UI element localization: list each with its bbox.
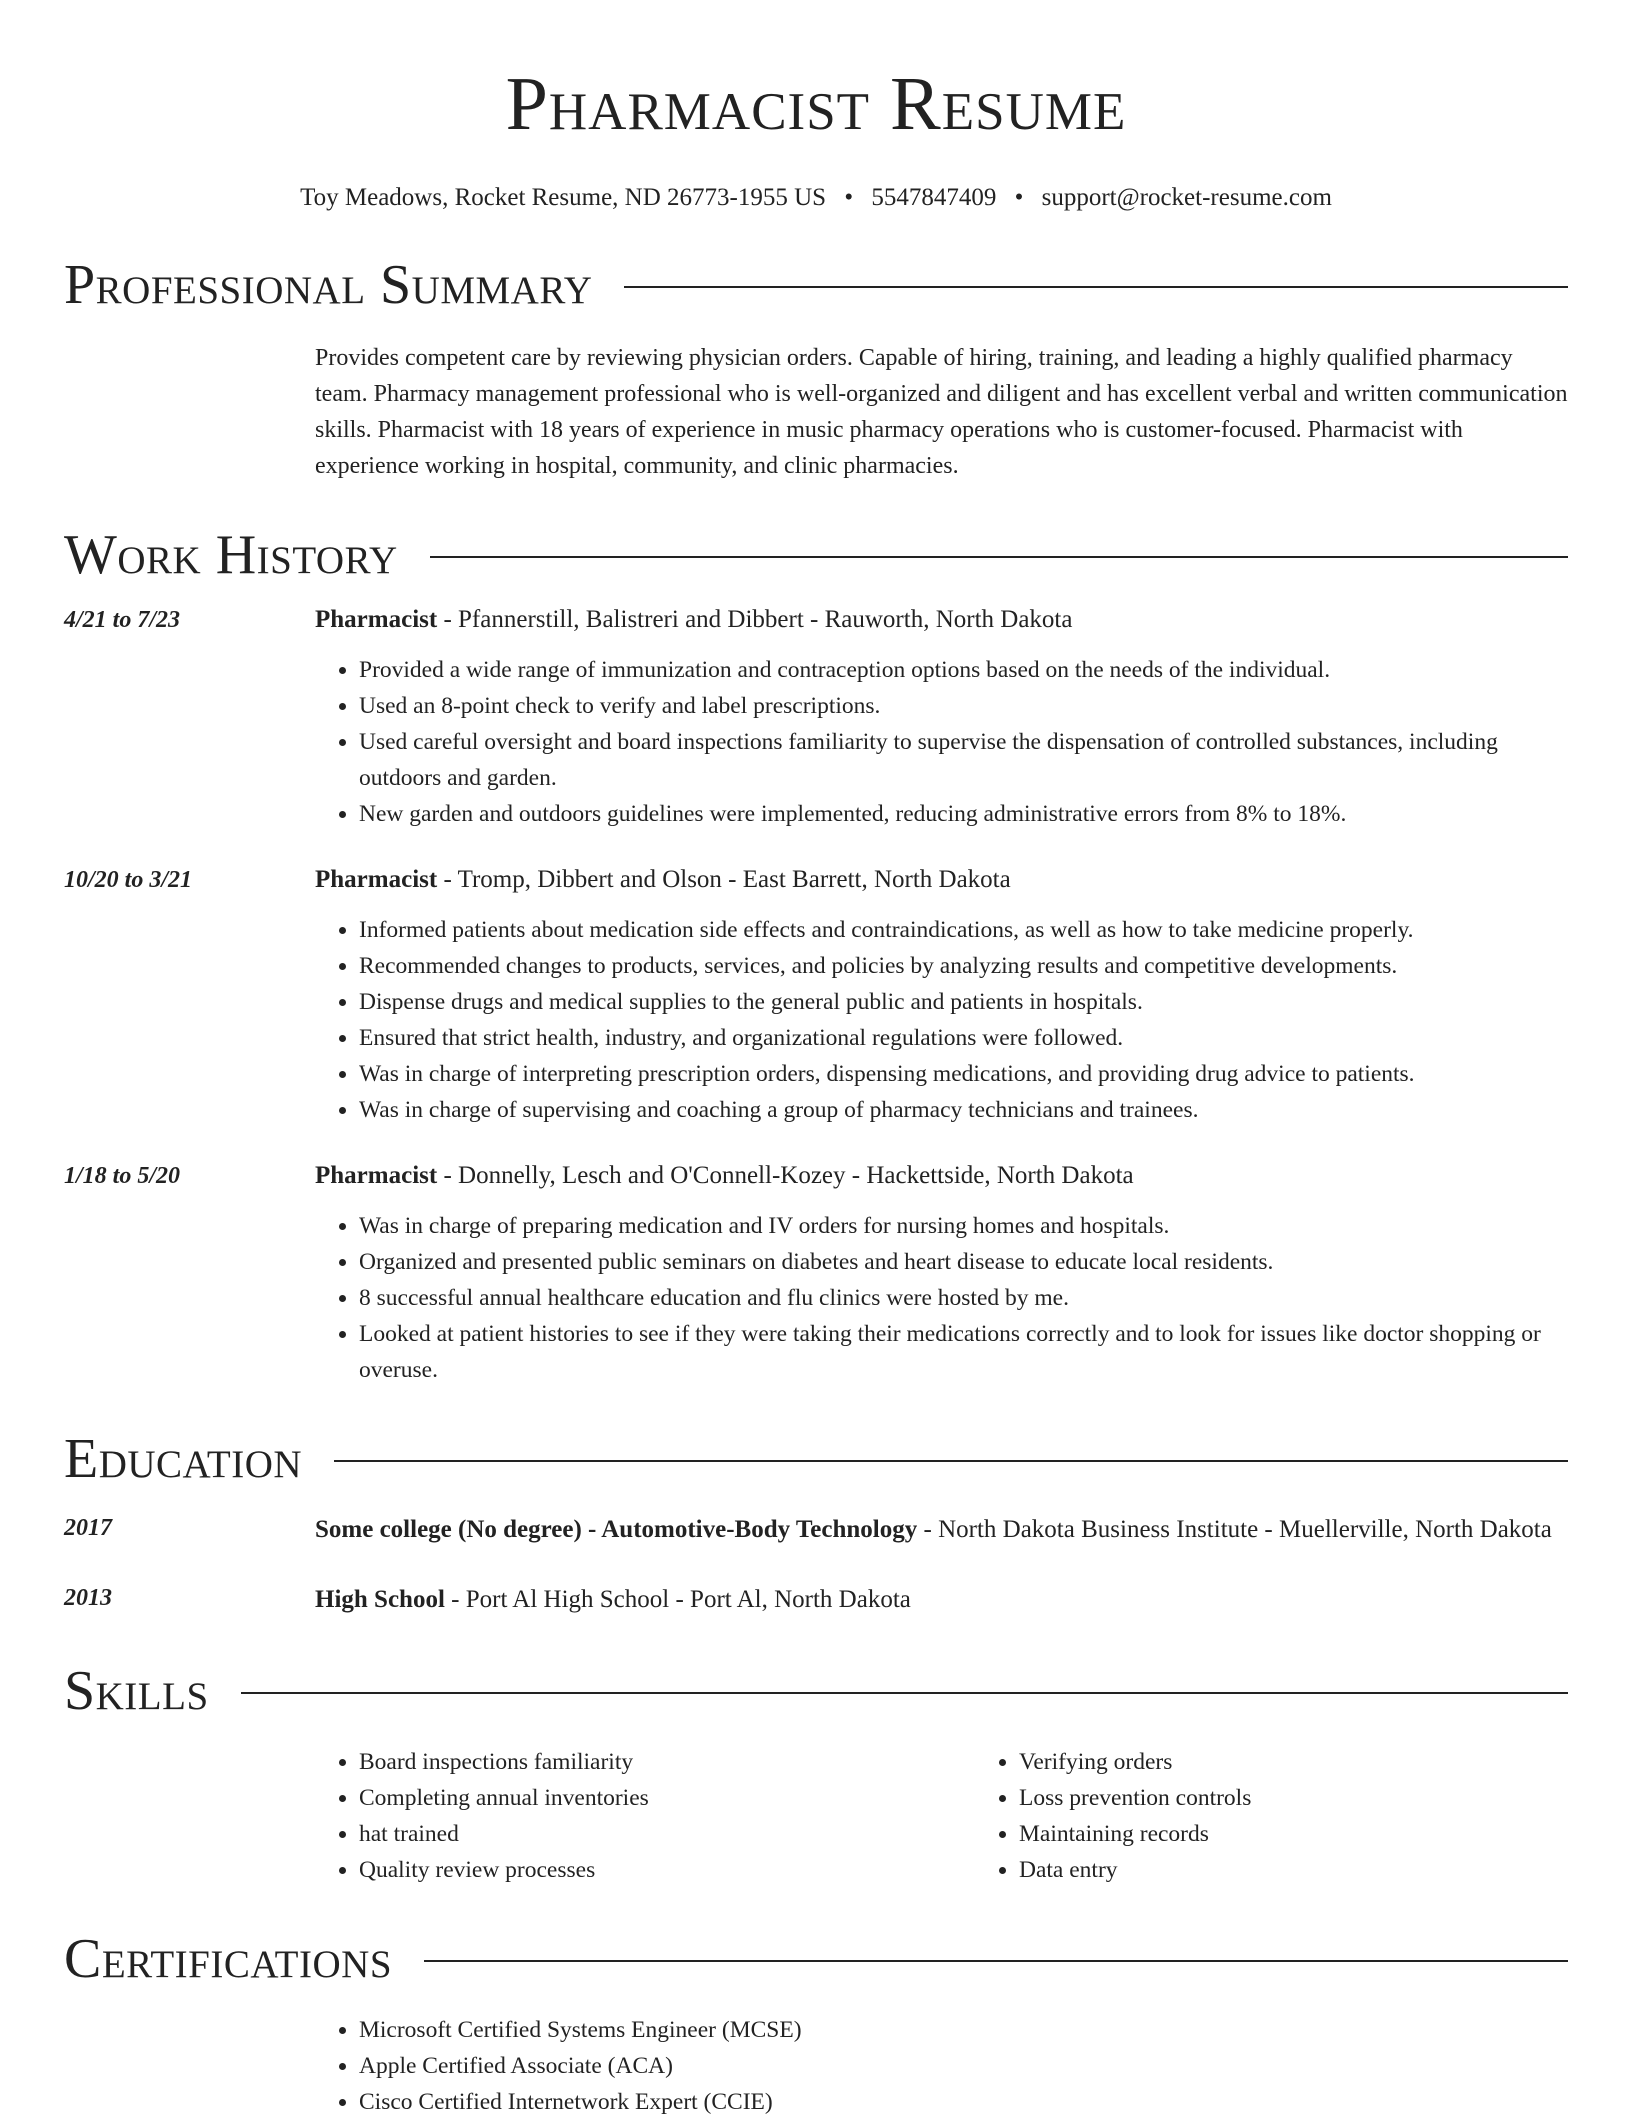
education-year: 2013 xyxy=(64,1585,112,1611)
job-dates: 1/18 to 5/20 xyxy=(64,1163,181,1189)
education-details: - North Dakota Business Institute - Muellerville, North Dakota xyxy=(917,1516,1552,1543)
section-divider xyxy=(241,1692,1568,1694)
section-divider xyxy=(624,286,1568,288)
summary-text: Provides competent care by reviewing physician orders. Capable of hiring, training, and leading a highly qualified pharmacy team. Pharmacy management professional who is well-organized and diligent and has excellent verbal and written communication skills. Pharmacist with 18 years of experience in music pharmacy operations who is customer-focused. Pharmacist with experience working in hospital, community, and clinic pharmacies. xyxy=(315,345,1568,479)
education-degree: Some college (No degree) - Automotive-Body Technology xyxy=(315,1516,918,1543)
list-item: • Microsoft Certified Systems Engineer (MCSE) xyxy=(359,2012,1568,2048)
list-item: • Was in charge of interpreting prescription orders, dispensing medications, and providing drug advice to patients. xyxy=(359,1056,1568,1092)
skills-list xyxy=(315,1744,1632,1888)
list-item: • Informed patients about medication side effects and contraindications, as well as how to take medicine properly. xyxy=(359,912,1568,948)
list-item: • Looked at patient histories to see if they were taking their medications correctly and to look for issues like doctor shopping or overuse. xyxy=(359,1316,1568,1388)
contact-phone: 5547847409 xyxy=(871,184,997,211)
section-certifications-header xyxy=(64,1928,1568,1990)
job-details: - Pfannerstill, Balistreri and Dibbert - Rauworth, North Dakota xyxy=(437,606,1073,633)
list-item: • 8 successful annual healthcare education and flu clinics were hosted by me. xyxy=(359,1280,1568,1316)
job-dates: 10/20 to 3/21 xyxy=(64,867,193,893)
list-item: • Was in charge of supervising and coaching a group of pharmacy technicians and trainees. xyxy=(359,1092,1568,1128)
list-item: • Was in charge of preparing medication and IV orders for nursing homes and hospitals. xyxy=(359,1208,1568,1244)
job-title: Pharmacist xyxy=(315,1162,438,1189)
job-entry xyxy=(64,862,1568,1128)
contact-address: Toy Meadows, Rocket Resume, ND 26773-1955 US xyxy=(300,184,827,211)
list-item: • Cisco Certified Internetwork Expert (CCIE) xyxy=(359,2084,1568,2120)
section-divider xyxy=(430,556,1568,558)
job-entry xyxy=(64,602,1568,832)
job-details: - Donnelly, Lesch and O'Connell-Kozey - Hackettside, North Dakota xyxy=(437,1162,1134,1189)
list-item: • Recommended changes to products, services, and policies by analyzing results and competitive developments. xyxy=(359,948,1568,984)
section-heading: Professional Summary xyxy=(64,254,593,316)
section-summary-header xyxy=(64,254,1568,316)
separator: • xyxy=(1014,184,1024,211)
certifications-list xyxy=(315,2012,1568,2120)
list-item: • Dispense drugs and medical supplies to the general public and patients in hospitals. xyxy=(359,984,1568,1020)
list-item: • Apple Certified Associate (ACA) xyxy=(359,2048,1568,2084)
list-item: • Maintaining records xyxy=(1019,1816,1632,1852)
section-work-header xyxy=(64,524,1568,586)
list-item: • Organized and presented public seminars on diabetes and heart disease to educate local residents. xyxy=(359,1244,1568,1280)
skills-column-left xyxy=(315,1744,975,1888)
skills-row xyxy=(64,1722,1568,1888)
section-education-header xyxy=(64,1428,1568,1490)
education-degree: High School xyxy=(315,1586,445,1613)
job-dates: 4/21 to 7/23 xyxy=(64,607,181,633)
skills-column-right xyxy=(975,1744,1632,1888)
list-item: • New garden and outdoors guidelines were implemented, reducing administrative errors from 8% to 18%. xyxy=(359,796,1568,832)
section-divider xyxy=(334,1460,1568,1462)
list-item: • Data entry xyxy=(1019,1852,1632,1888)
job-title-line xyxy=(315,602,1568,638)
list-item: • Quality review processes xyxy=(359,1852,975,1888)
section-heading: Skills xyxy=(64,1660,209,1722)
summary-row xyxy=(64,340,1568,484)
job-title-line xyxy=(315,862,1568,898)
education-year: 2017 xyxy=(64,1515,112,1541)
job-entry xyxy=(64,1158,1568,1388)
job-bullets xyxy=(315,912,1568,1128)
job-details: - Tromp, Dibbert and Olson - East Barrett, North Dakota xyxy=(437,866,1011,893)
list-item: • Loss prevention controls xyxy=(1019,1780,1632,1816)
job-title: Pharmacist xyxy=(315,866,438,893)
section-heading: Work History xyxy=(64,524,398,586)
list-item: • Provided a wide range of immunization and contraception options based on the needs of the individual. xyxy=(359,652,1568,688)
job-title-line xyxy=(315,1158,1568,1194)
education-details: - Port Al High School - Port Al, North Dakota xyxy=(444,1586,911,1613)
contact-email[interactable]: support@rocket-resume.com xyxy=(1041,184,1332,211)
list-item: • Board inspections familiarity xyxy=(359,1744,975,1780)
job-bullets xyxy=(315,1208,1568,1388)
certifications-row xyxy=(64,1990,1568,2120)
contact-line xyxy=(64,182,1568,214)
list-item: • Completing annual inventories xyxy=(359,1780,975,1816)
education-entry xyxy=(64,1580,1568,1620)
list-item: • hat trained xyxy=(359,1816,975,1852)
section-skills-header xyxy=(64,1660,1568,1722)
list-item: • Used an 8-point check to verify and label prescriptions. xyxy=(359,688,1568,724)
job-bullets xyxy=(315,652,1568,832)
section-heading: Education xyxy=(64,1428,303,1490)
section-heading: Certifications xyxy=(64,1928,393,1990)
section-divider xyxy=(424,1960,1568,1962)
list-item: • Ensured that strict health, industry, and organizational regulations were followed. xyxy=(359,1020,1568,1056)
separator: • xyxy=(844,184,854,211)
job-title: Pharmacist xyxy=(315,606,438,633)
list-item: • Verifying orders xyxy=(1019,1744,1632,1780)
education-entry xyxy=(64,1510,1568,1550)
list-item: • Used careful oversight and board inspections familiarity to supervise the dispensation of controlled substances, including outdoors and garden. xyxy=(359,724,1568,796)
page-title: Pharmacist Resume xyxy=(505,62,1127,146)
